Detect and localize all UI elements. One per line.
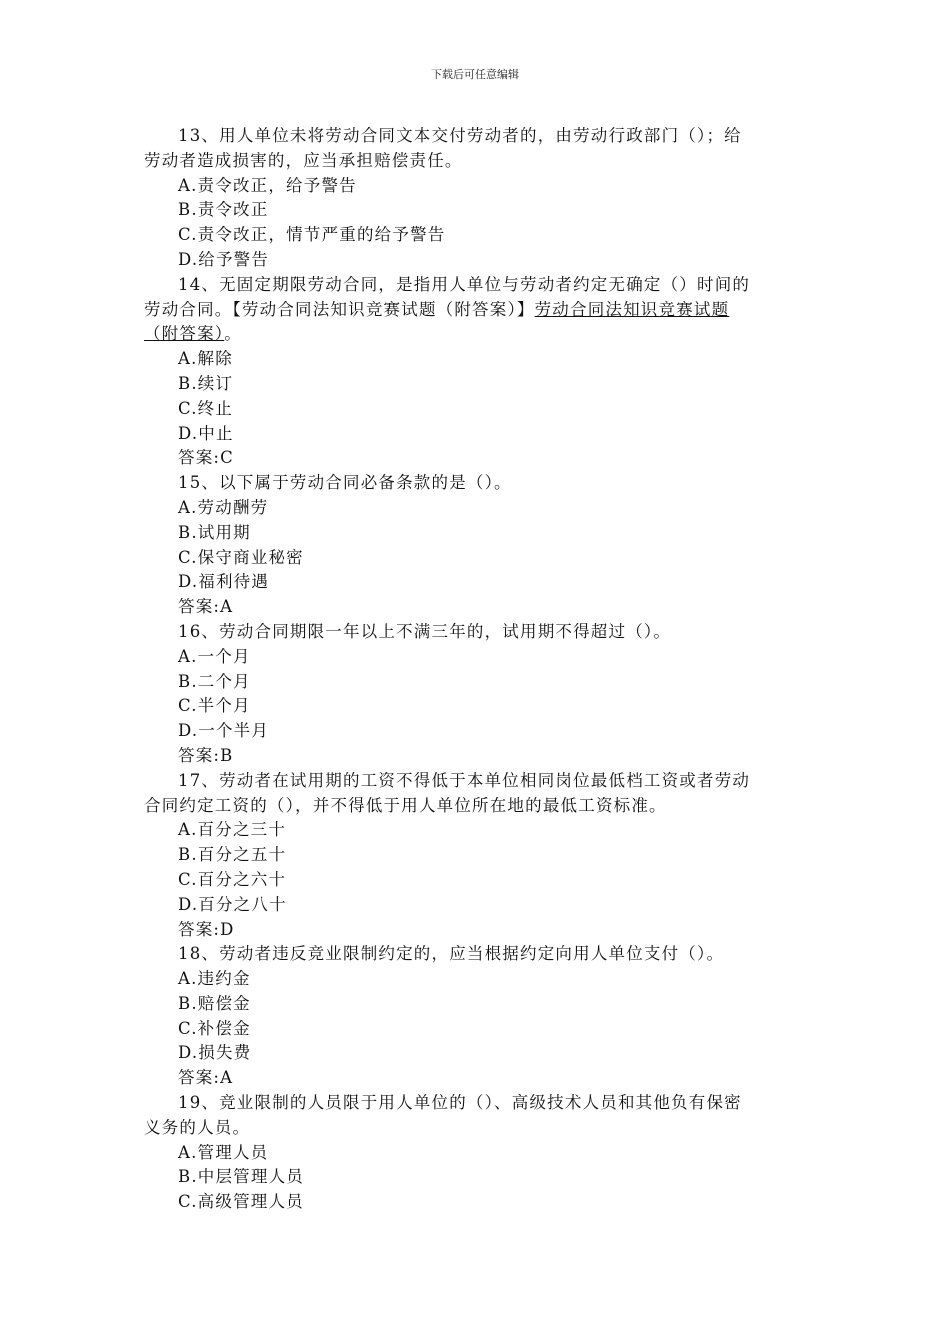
question-19-text-cont: 义务的人员。 [144, 1117, 251, 1137]
question-14-period: 。 [224, 324, 242, 344]
question-13-option-a: A.责令改正，给予警告 [178, 175, 357, 195]
question-15-option-b: B.试用期 [178, 522, 251, 542]
question-18-option-a: A.违约金 [178, 969, 251, 989]
title-link[interactable]: 劳动合同法知识竞赛试题 [534, 299, 730, 319]
question-13-option-d: D.给予警告 [178, 249, 270, 269]
question-16-option-d: D.一个半月 [178, 721, 270, 741]
question-17-option-d: D.百分之八十 [178, 894, 287, 914]
question-19-option-b: B.中层管理人员 [178, 1167, 304, 1187]
question-13-text: 13、用人单位未将劳动合同文本交付劳动者的，由劳动行政部门（）；给 [178, 126, 742, 145]
question-16-answer: 答案:B [178, 745, 234, 765]
question-14-option-c: C.终止 [178, 398, 234, 418]
question-17-text: 17、劳动者在试用期的工资不得低于本单位相同岗位最低档工资或者劳动 [178, 770, 751, 790]
question-17-option-b: B.百分之五十 [178, 845, 287, 865]
question-14-text-cont [144, 298, 800, 323]
question-14-text: 14、无固定期限劳动合同，是指用人单位与劳动者约定无确定（）时间的 [178, 274, 751, 294]
question-15-option-c: C.保守商业秘密 [178, 547, 304, 567]
title-link-cont[interactable]: （附答案） [144, 324, 225, 344]
document-body [144, 124, 800, 1215]
question-19-text: 19、竞业限制的人员限于用人单位的（）、高级技术人员和其他负有保密 [178, 1093, 742, 1113]
question-13-option-b: B.责令改正 [178, 200, 269, 220]
question-15-option-d: D.福利待遇 [178, 572, 270, 592]
question-14-text-cont2 [144, 322, 800, 347]
question-16-text: 16、劳动合同期限一年以上不满三年的，试用期不得超过（）。 [178, 621, 672, 641]
question-17-option-c: C.百分之六十 [178, 869, 287, 889]
question-17-text-cont: 合同约定工资的（），并不得低于用人单位所在地的最低工资标准。 [144, 795, 667, 815]
question-14-option-d: D.中止 [178, 423, 234, 443]
page-header: 下载后可任意编辑 [431, 68, 519, 81]
question-15-text: 15、以下属于劳动合同必备条款的是（）。 [178, 473, 512, 493]
question-15-answer: 答案:A [178, 597, 234, 617]
question-18-text: 18、劳动者违反竞业限制约定的，应当根据约定向用人单位支付（）。 [178, 944, 725, 964]
question-16-option-c: C.半个月 [178, 696, 251, 716]
question-14-option-b: B.续订 [178, 373, 234, 393]
question-18-option-b: B.赔偿金 [178, 993, 251, 1013]
question-14-option-a: A.解除 [178, 349, 233, 369]
question-17-option-a: A.百分之三十 [178, 820, 287, 840]
question-14-inline-title: 劳动合同。【劳动合同法知识竞赛试题（附答案）】 [144, 299, 535, 319]
question-14-answer: 答案:C [178, 448, 234, 468]
question-13-text-cont: 劳动者造成损害的，应当承担赔偿责任。 [144, 150, 463, 170]
question-15-option-a: A.劳动酬劳 [178, 497, 269, 517]
question-17-answer: 答案:D [178, 919, 235, 939]
question-13-option-c: C.责令改正，情节严重的给予警告 [178, 225, 446, 245]
question-16-option-a: A.一个月 [178, 646, 251, 666]
question-18-answer: 答案:A [178, 1068, 234, 1088]
question-18-option-c: C.补偿金 [178, 1018, 251, 1038]
question-16-option-b: B.二个月 [178, 671, 251, 691]
question-19-option-c: C.高级管理人员 [178, 1192, 304, 1212]
question-18-option-d: D.损失费 [178, 1043, 252, 1063]
question-19-option-a: A.管理人员 [178, 1142, 269, 1162]
